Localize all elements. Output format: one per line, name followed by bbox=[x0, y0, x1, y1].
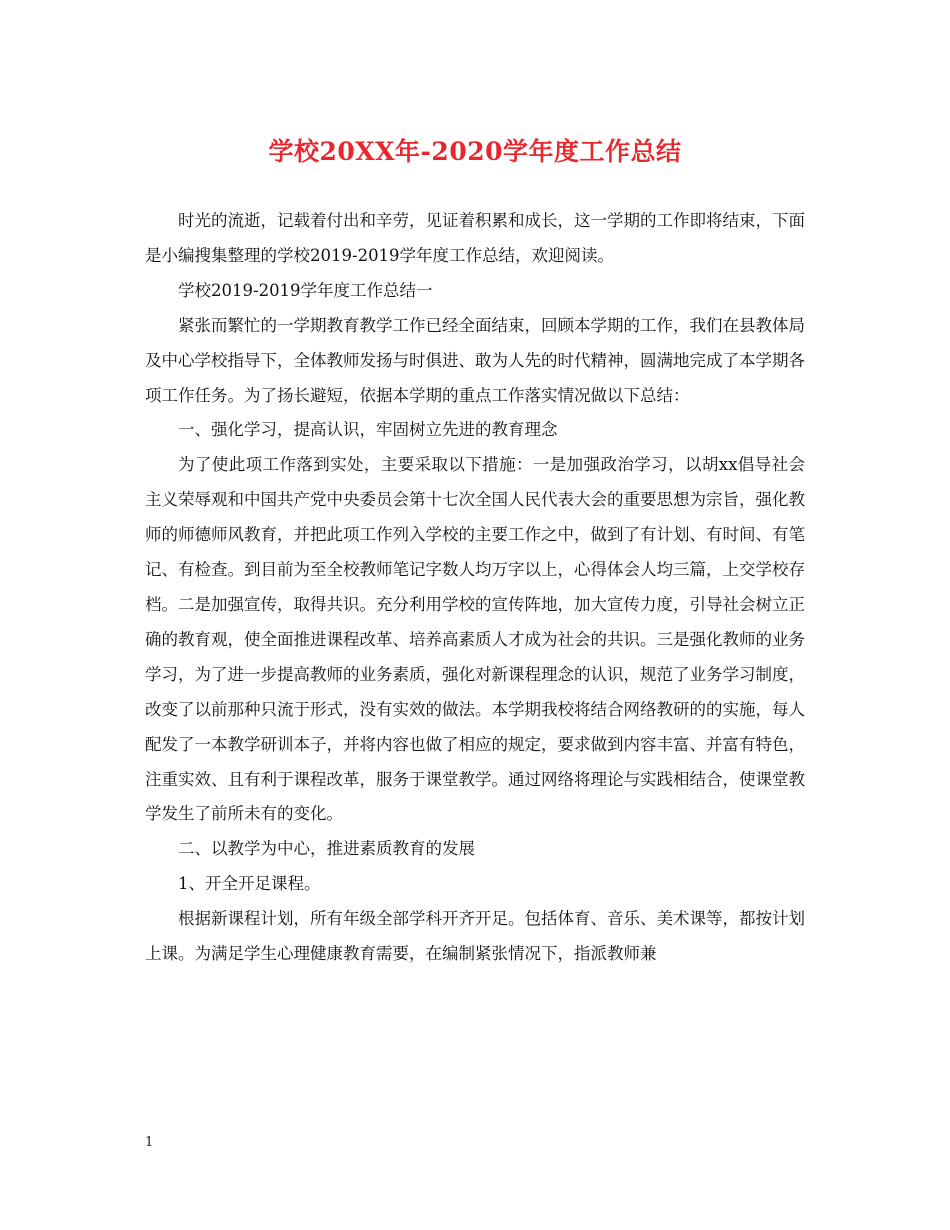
paragraph-overview: 紧张而繁忙的一学期教育教学工作已经全面结束，回顾本学期的工作，我们在县教体局及中心学校指导下，全体教师发扬与时俱进、敢为人先的时代精神，圆满地完成了本学期各项工作任务。为了扬长避短，依据本学期的重点工作落实情况做以下总结： bbox=[145, 315, 805, 405]
document-body bbox=[145, 204, 805, 972]
page-number: 1 bbox=[145, 1135, 154, 1150]
paragraph-measures: 为了使此项工作落到实处，主要采取以下措施：一是加强政治学习，以胡xx倡导社会主义荣辱观和中国共产党中央委员会第十七次全国人民代表大会的重要思想为宗旨，强化教师的师德师风教育，并把此项工作列入学校的主要工作之中，做到了有计划、有时间、有笔记、有检查。到目前为至全校教师笔记字数人均万字以上，心得体会人均三篇，上交学校存档。二是加强宣传，取得共识。充分利用学校的宣传阵地，加大宣传力度，引导社会树立正确的教育观，使全面推进课程改革、培养高素质人才成为社会的共识。三是强化教师的业务学习，为了进一步提高教师的业务素质，强化对新课程理念的认识，规范了业务学习制度，改变了以前那种只流于形式，没有实效的做法。本学期我校将结合网络教研的的实施，每人配发了一本教学研训本子，并将内容也做了相应的规定，要求做到内容丰富、并富有特色，注重实效、且有利于课程改革，服务于课堂教学。通过网络将理论与实践相结合，使课堂教学发生了前所未有的变化。 bbox=[145, 455, 805, 824]
section-heading-two: 二、以教学为中心，推进素质教育的发展 bbox=[178, 839, 475, 859]
section-heading-one: 一、强化学习，提高认识，牢固树立先进的教育理念 bbox=[178, 420, 558, 440]
section-heading-summary-one: 学校2019-2019学年度工作总结一 bbox=[178, 280, 433, 300]
paragraph-intro: 时光的流逝，记载着付出和辛劳，见证着积累和成长，这一学期的工作即将结束，下面是小编搜集整理的学校2019-2019学年度工作总结，欢迎阅读。 bbox=[145, 211, 805, 265]
paragraph-courses: 根据新课程计划，所有年级全部学科开齐开足。包括体育、音乐、美术课等，都按计划上课。为满足学生心理健康教育需要，在编制紧张情况下，指派教师兼 bbox=[145, 909, 805, 964]
subsection-heading-courses: 1、开全开足课程。 bbox=[178, 874, 321, 894]
document-title: 学校20XX年-2020学年度工作总结 bbox=[268, 137, 682, 166]
